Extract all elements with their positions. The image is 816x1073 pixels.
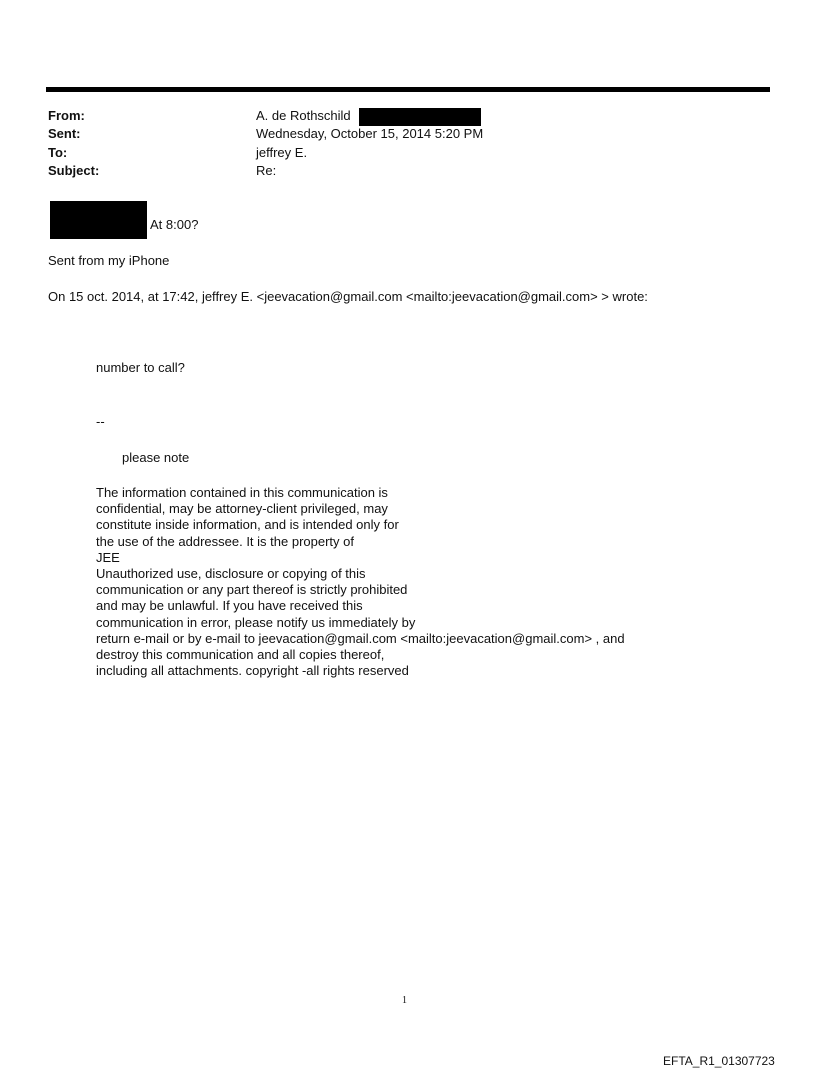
disclaimer-line: the use of the addressee. It is the property of <box>96 533 354 549</box>
signature-separator: -- <box>96 414 105 429</box>
reply-text: At 8:00? <box>150 217 199 232</box>
sent-label: Sent: <box>48 126 81 141</box>
disclaimer-line: confidential, may be attorney-client privileged, may <box>96 501 388 517</box>
disclaimer-line: Unauthorized use, disclosure or copying of this <box>96 565 366 581</box>
disclaimer-line: JEE <box>96 549 120 565</box>
disclaimer-line: and may be unlawful. If you have received this <box>96 598 363 614</box>
please-note-heading: please note <box>122 450 190 465</box>
to-label: To: <box>48 145 68 160</box>
header-divider <box>46 87 770 92</box>
disclaimer-line: The information contained in this communication is <box>96 485 388 500</box>
bates-number: EFTA_R1_01307723 <box>663 1054 775 1068</box>
from-label: From: <box>48 108 85 123</box>
disclaimer-line: return e-mail or by e-mail to jeevacation@gmail.com <mailto:jeevacation@gmail.com> , and <box>96 630 625 646</box>
confidentiality-disclaimer <box>96 485 625 679</box>
disclaimer-line: constitute inside information, and is intended only for <box>96 517 399 533</box>
redaction-box-body <box>50 201 147 239</box>
disclaimer-line: destroy this communication and all copies thereof, <box>96 646 385 662</box>
subject-label: Subject: <box>48 163 100 178</box>
quote-intro: On 15 oct. 2014, at 17:42, jeffrey E. <jeevacation@gmail.com <mailto:jeevacation@gmail.com> > wrote: <box>48 289 648 304</box>
subject-value: Re: <box>256 163 277 178</box>
page-number: 1 <box>402 995 407 1006</box>
sent-value: Wednesday, October 15, 2014 5:20 PM <box>256 126 484 141</box>
to-value: jeffrey E. <box>256 145 308 160</box>
from-value: A. de Rothschild <box>256 108 351 123</box>
quoted-message: number to call? <box>96 360 185 375</box>
disclaimer-line: communication or any part thereof is strictly prohibited <box>96 582 408 598</box>
disclaimer-line: communication in error, please notify us immediately by <box>96 614 416 630</box>
signature-line: Sent from my iPhone <box>48 253 170 268</box>
disclaimer-line: including all attachments. copyright -all rights reserved <box>96 663 409 679</box>
redaction-box-sender-email <box>359 108 481 126</box>
